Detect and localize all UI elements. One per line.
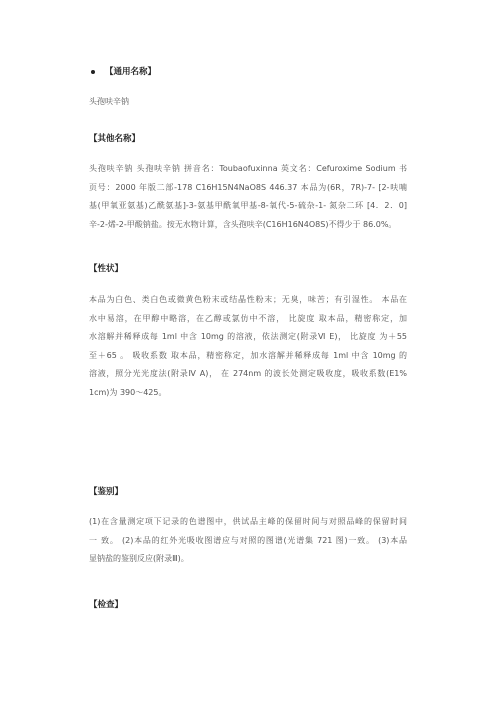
other-names-paragraph	[89, 160, 407, 234]
generic-name-heading: 【通用名称】	[105, 67, 157, 77]
paragraph-line: 辛-2-烯-2-甲酸钠盐。按无水物计算，含头孢呋辛(C16H16N4O8S)不得少于 86.0%。	[89, 219, 397, 229]
paragraph-line: 水溶解并稀释成每 1ml 中含 10mg 的溶液，依法测定(附录Ⅵ E)， 比旋度 为＋55	[89, 332, 407, 341]
paragraph-line: 基(甲氧亚氨基)乙酰氨基]-3-氨基甲酰氧甲基-8-氧代-5-硫杂-1- 氮杂二环 [4．2．0]	[89, 201, 407, 210]
paragraph-line: 1cm)为 390～425。	[89, 387, 167, 397]
paragraph-line: 一 致。 (2)本品的红外光吸收图谱应与对照的图谱(光谱集 721 图)一致。 (3)本品	[89, 535, 407, 545]
paragraph-line: 头孢呋辛钠 头孢呋辛钠 拼音名：Toubaofuxinna 英文名：Cefuroxime Sodium 书	[89, 164, 407, 173]
generic-name-text: 头孢呋辛钠	[89, 97, 129, 106]
paragraph-line: 至＋65 。 吸收系数 取本品，精密称定，加水溶解并稀释成每 1ml 中含 10mg 的	[89, 350, 407, 360]
paragraph-line: 显钠盐的鉴别反应(附录Ⅲ)。	[89, 554, 189, 563]
paragraph-line: 页号：2000 年版二部-178 C16H15N4NaO8S 446.37 本品为(6R，7R)-7- [2-呋喃	[89, 182, 407, 192]
properties-paragraph	[89, 291, 407, 402]
inspection-heading: 【检查】	[89, 600, 124, 610]
paragraph-line: 溶液，照分光光度法(附录Ⅳ A)， 在 274nm 的波长处测定吸收度，吸收系数(E1%	[89, 369, 407, 378]
identification-heading: 【鉴别】	[89, 487, 124, 497]
other-names-heading: 【其他名称】	[89, 134, 141, 144]
paragraph-line: 本品为白色、类白色或微黄色粉末或结晶性粉末；无臭，味苦；有引湿性。 本品在	[89, 295, 407, 304]
identification-paragraph	[89, 513, 407, 569]
list-bullet	[91, 70, 95, 74]
properties-heading: 【性状】	[89, 264, 124, 274]
paragraph-line: 水中易溶，在甲醇中略溶，在乙醇或氯仿中不溶， 比旋度 取本品，精密称定，加	[89, 313, 407, 323]
paragraph-line: (1)在含量测定项下记录的色谱图中，供试品主峰的保留时间与对照品峰的保留时间	[89, 517, 407, 526]
